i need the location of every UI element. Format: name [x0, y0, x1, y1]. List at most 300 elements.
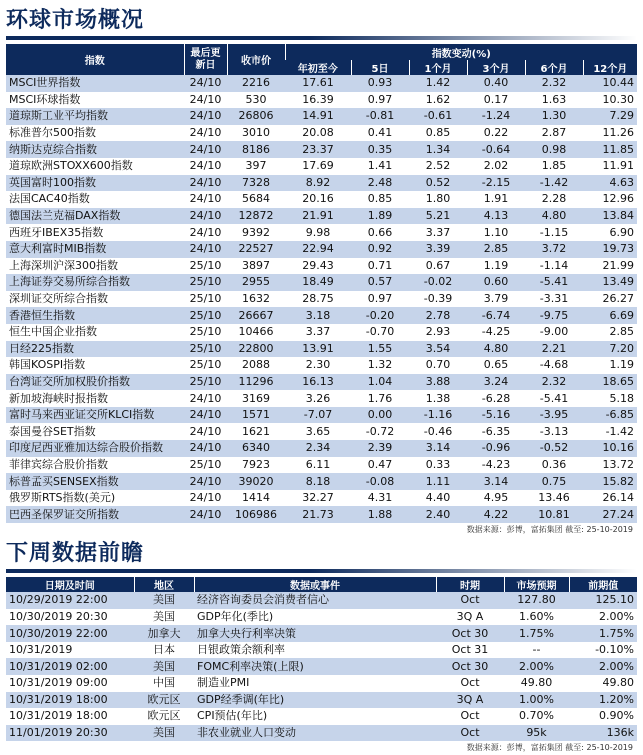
cell-previous: 2.00%	[569, 658, 637, 675]
cell-forecast: 1.60%	[504, 609, 569, 626]
table-row	[6, 291, 637, 308]
cell-ytd: 17.69	[285, 158, 351, 175]
cell-index: 香港恒生指数	[6, 307, 184, 324]
cell-1m: 0.67	[409, 258, 467, 275]
cell-close: 530	[227, 92, 285, 109]
cell-12m: 10.30	[583, 92, 637, 109]
cell-ytd: 14.91	[285, 108, 351, 125]
cell-region: 美国	[134, 725, 194, 742]
cell-last-update: 24/10	[184, 175, 227, 192]
table-row	[6, 125, 637, 142]
cell-12m: 19.73	[583, 241, 637, 258]
cell-close: 1571	[227, 407, 285, 424]
cell-6m: 1.85	[525, 158, 583, 175]
cell-5d: 0.57	[351, 274, 409, 291]
cell-5d: -0.81	[351, 108, 409, 125]
cell-5d: 0.92	[351, 241, 409, 258]
cell-last-update: 24/10	[184, 158, 227, 175]
cell-last-update: 25/10	[184, 291, 227, 308]
cell-1m: 1.80	[409, 191, 467, 208]
header-datetime: 日期及时间	[6, 577, 134, 592]
cell-6m: 2.21	[525, 341, 583, 358]
cell-event: GDP年化(季比)	[194, 609, 436, 626]
cell-1m: -0.39	[409, 291, 467, 308]
cell-ytd: 18.49	[285, 274, 351, 291]
cell-5d: 1.41	[351, 158, 409, 175]
cell-1m: -1.16	[409, 407, 467, 424]
cell-12m: 27.24	[583, 506, 637, 523]
cell-last-update: 24/10	[184, 108, 227, 125]
cell-event: FOMC利率决策(上限)	[194, 658, 436, 675]
cell-close: 6340	[227, 440, 285, 457]
cell-index: 巴西圣保罗证交所指数	[6, 506, 184, 523]
cell-ytd: 20.08	[285, 125, 351, 142]
cell-close: 26667	[227, 307, 285, 324]
cell-1m: 0.70	[409, 357, 467, 374]
table-row	[6, 675, 637, 692]
cell-6m: -5.41	[525, 274, 583, 291]
table-row	[6, 609, 637, 626]
cell-3m: 4.80	[467, 341, 525, 358]
cell-5d: 0.97	[351, 92, 409, 109]
cell-last-update: 24/10	[184, 473, 227, 490]
cell-index: 意大利富时MIB指数	[6, 241, 184, 258]
cell-region: 欧元区	[134, 692, 194, 709]
cell-1m: 2.78	[409, 307, 467, 324]
cell-index: MSCI世界指数	[6, 75, 184, 92]
cell-12m: 6.69	[583, 307, 637, 324]
cell-1m: 1.11	[409, 473, 467, 490]
cell-datetime: 10/31/2019 02:00	[6, 658, 134, 675]
cell-close: 9392	[227, 224, 285, 241]
header-period: 时期	[436, 577, 504, 592]
cell-6m: 4.80	[525, 208, 583, 225]
cell-5d: 0.47	[351, 457, 409, 474]
cell-last-update: 25/10	[184, 357, 227, 374]
cell-5d: 1.32	[351, 357, 409, 374]
cell-6m: -9.75	[525, 307, 583, 324]
cell-5d: 0.85	[351, 191, 409, 208]
markets-title-bar	[6, 36, 637, 40]
header-last-update: 最后更新日	[184, 44, 227, 75]
cell-ytd: 16.13	[285, 374, 351, 391]
cell-ytd: 21.91	[285, 208, 351, 225]
cell-12m: 13.49	[583, 274, 637, 291]
cell-3m: 3.14	[467, 473, 525, 490]
cell-index: 道琼斯工业平均指数	[6, 108, 184, 125]
cell-6m: 0.75	[525, 473, 583, 490]
cell-ytd: 6.11	[285, 457, 351, 474]
cell-5d: 0.93	[351, 75, 409, 92]
next-week-section	[0, 537, 643, 755]
cell-6m: -3.31	[525, 291, 583, 308]
cell-6m: -3.95	[525, 407, 583, 424]
cell-previous: 136k	[569, 725, 637, 742]
cell-3m: 3.79	[467, 291, 525, 308]
header-previous: 前期值	[569, 577, 637, 592]
cell-last-update: 25/10	[184, 307, 227, 324]
cell-1m: 3.37	[409, 224, 467, 241]
cell-12m: 26.14	[583, 490, 637, 507]
cell-index: 标准普尔500指数	[6, 125, 184, 142]
cell-5d: 1.89	[351, 208, 409, 225]
header-1m: 1个月	[409, 60, 467, 75]
table-row	[6, 490, 637, 507]
cell-ytd: 8.92	[285, 175, 351, 192]
cell-region: 美国	[134, 609, 194, 626]
cell-index: 泰国曼谷SET指数	[6, 423, 184, 440]
cell-close: 397	[227, 158, 285, 175]
cell-1m: 0.52	[409, 175, 467, 192]
cell-5d: 1.04	[351, 374, 409, 391]
cell-5d: 1.76	[351, 390, 409, 407]
cell-6m: -9.00	[525, 324, 583, 341]
cell-12m: 10.16	[583, 440, 637, 457]
cell-region: 中国	[134, 675, 194, 692]
cell-3m: -4.25	[467, 324, 525, 341]
table-row	[6, 725, 637, 742]
cell-datetime: 10/31/2019 18:00	[6, 692, 134, 709]
cell-12m: 1.19	[583, 357, 637, 374]
cell-last-update: 24/10	[184, 390, 227, 407]
cell-index: 上海深圳沪深300指数	[6, 258, 184, 275]
cell-12m: 4.63	[583, 175, 637, 192]
table-row	[6, 440, 637, 457]
table-row	[6, 658, 637, 675]
markets-table	[6, 44, 637, 523]
cell-5d: 2.39	[351, 440, 409, 457]
header-event: 数据或事件	[194, 577, 436, 592]
cell-3m: 0.40	[467, 75, 525, 92]
table-row	[6, 108, 637, 125]
cell-index: 富时马来西亚证交所KLCI指数	[6, 407, 184, 424]
cell-index: 标普孟买SENSEX指数	[6, 473, 184, 490]
table-row	[6, 241, 637, 258]
cell-6m: -5.41	[525, 390, 583, 407]
cell-5d: 2.48	[351, 175, 409, 192]
cell-last-update: 25/10	[184, 258, 227, 275]
cell-12m: 7.20	[583, 341, 637, 358]
cell-region: 加拿大	[134, 625, 194, 642]
table-row	[6, 175, 637, 192]
cell-close: 12872	[227, 208, 285, 225]
table-row	[6, 208, 637, 225]
cell-3m: 4.22	[467, 506, 525, 523]
cell-index: 法国CAC40指数	[6, 191, 184, 208]
cell-last-update: 24/10	[184, 141, 227, 158]
cell-index: 纳斯达克综合指数	[6, 141, 184, 158]
cell-ytd: 2.34	[285, 440, 351, 457]
header-ytd: 年初至今	[285, 60, 351, 75]
cell-5d: 4.31	[351, 490, 409, 507]
cell-3m: 1.10	[467, 224, 525, 241]
table-row	[6, 191, 637, 208]
cell-close: 11296	[227, 374, 285, 391]
cell-period: Oct	[436, 708, 504, 725]
cell-ytd: 20.16	[285, 191, 351, 208]
table-row	[6, 407, 637, 424]
table-row	[6, 692, 637, 709]
cell-period: Oct 30	[436, 658, 504, 675]
cell-1m: -0.46	[409, 423, 467, 440]
cell-ytd: 13.91	[285, 341, 351, 358]
cell-last-update: 25/10	[184, 374, 227, 391]
cell-6m: -1.14	[525, 258, 583, 275]
cell-last-update: 24/10	[184, 208, 227, 225]
header-region: 地区	[134, 577, 194, 592]
cell-6m: 2.32	[525, 75, 583, 92]
cell-3m: -6.28	[467, 390, 525, 407]
table-row	[6, 473, 637, 490]
cell-index: 上海证券交易所综合指数	[6, 274, 184, 291]
header-forecast: 市场预期	[504, 577, 569, 592]
markets-source-note: 数据来源：彭博，富拓集团 截至: 25-10-2019	[466, 525, 633, 535]
cell-event: 经济咨询委员会消费者信心	[194, 592, 436, 609]
cell-3m: 1.91	[467, 191, 525, 208]
cell-1m: 0.85	[409, 125, 467, 142]
cell-ytd: 17.61	[285, 75, 351, 92]
table-row	[6, 258, 637, 275]
header-5d: 5日	[351, 60, 409, 75]
cell-6m: -3.13	[525, 423, 583, 440]
markets-title: 环球市场概况	[6, 8, 145, 33]
cell-previous: 125.10	[569, 592, 637, 609]
cell-index: 道琼欧洲STOXX600指数	[6, 158, 184, 175]
cell-close: 2216	[227, 75, 285, 92]
cell-3m: 3.24	[467, 374, 525, 391]
cell-12m: 11.26	[583, 125, 637, 142]
table-row	[6, 357, 637, 374]
cell-datetime: 10/30/2019 22:00	[6, 625, 134, 642]
cell-3m: -4.23	[467, 457, 525, 474]
table-row	[6, 374, 637, 391]
table-row	[6, 642, 637, 659]
cell-period: Oct	[436, 675, 504, 692]
cell-index: MSCI环球指数	[6, 92, 184, 109]
cell-3m: -0.96	[467, 440, 525, 457]
cell-last-update: 24/10	[184, 125, 227, 142]
cell-close: 8186	[227, 141, 285, 158]
cell-3m: -5.16	[467, 407, 525, 424]
cell-previous: 1.20%	[569, 692, 637, 709]
cell-index: 俄罗斯RTS指数(美元)	[6, 490, 184, 507]
cell-5d: -0.72	[351, 423, 409, 440]
cell-6m: 13.46	[525, 490, 583, 507]
cell-3m: -0.64	[467, 141, 525, 158]
cell-ytd: 3.37	[285, 324, 351, 341]
cell-1m: 3.39	[409, 241, 467, 258]
cell-period: Oct	[436, 592, 504, 609]
cell-index: 新加坡海峡时报指数	[6, 390, 184, 407]
table-row	[6, 625, 637, 642]
cell-period: Oct	[436, 725, 504, 742]
cell-1m: 2.52	[409, 158, 467, 175]
next-week-title: 下周数据前瞻	[6, 541, 145, 567]
cell-5d: -0.20	[351, 307, 409, 324]
cell-ytd: 29.43	[285, 258, 351, 275]
cell-12m: 11.91	[583, 158, 637, 175]
cell-1m: 4.40	[409, 490, 467, 507]
cell-3m: 0.22	[467, 125, 525, 142]
cell-last-update: 24/10	[184, 224, 227, 241]
cell-datetime: 10/29/2019 22:00	[6, 592, 134, 609]
cell-12m: 11.85	[583, 141, 637, 158]
cell-index: 恒生中国企业指数	[6, 324, 184, 341]
cell-1m: 1.34	[409, 141, 467, 158]
cell-close: 3010	[227, 125, 285, 142]
cell-6m: 3.72	[525, 241, 583, 258]
cell-region: 欧元区	[134, 708, 194, 725]
cell-ytd: 2.30	[285, 357, 351, 374]
cell-3m: 4.13	[467, 208, 525, 225]
cell-forecast: --	[504, 642, 569, 659]
cell-close: 106986	[227, 506, 285, 523]
cell-3m: 0.17	[467, 92, 525, 109]
cell-ytd: 3.65	[285, 423, 351, 440]
cell-last-update: 24/10	[184, 92, 227, 109]
cell-forecast: 49.80	[504, 675, 569, 692]
cell-previous: 49.80	[569, 675, 637, 692]
cell-6m: 2.32	[525, 374, 583, 391]
cell-ytd: 8.18	[285, 473, 351, 490]
cell-5d: -0.70	[351, 324, 409, 341]
cell-12m: 13.84	[583, 208, 637, 225]
cell-event: CPI预估(年比)	[194, 708, 436, 725]
cell-12m: 18.65	[583, 374, 637, 391]
cell-ytd: 32.27	[285, 490, 351, 507]
cell-3m: 1.19	[467, 258, 525, 275]
cell-datetime: 10/31/2019	[6, 642, 134, 659]
table-row	[6, 423, 637, 440]
cell-6m: 1.63	[525, 92, 583, 109]
cell-period: Oct 30	[436, 625, 504, 642]
cell-index: 德国法兰克福DAX指数	[6, 208, 184, 225]
cell-12m: 6.90	[583, 224, 637, 241]
cell-6m: 2.87	[525, 125, 583, 142]
cell-12m: 15.82	[583, 473, 637, 490]
header-6m: 6个月	[525, 60, 583, 75]
cell-datetime: 10/31/2019 09:00	[6, 675, 134, 692]
next-week-source-note: 数据来源：彭博，富拓集团 截至: 25-10-2019	[466, 743, 633, 753]
table-row	[6, 274, 637, 291]
cell-6m: 2.28	[525, 191, 583, 208]
cell-5d: 0.41	[351, 125, 409, 142]
cell-index: 英国富时100指数	[6, 175, 184, 192]
cell-index: 菲律宾综合股价指数	[6, 457, 184, 474]
cell-1m: 1.42	[409, 75, 467, 92]
cell-5d: 0.66	[351, 224, 409, 241]
cell-1m: -0.02	[409, 274, 467, 291]
cell-3m: -6.74	[467, 307, 525, 324]
cell-last-update: 24/10	[184, 490, 227, 507]
cell-ytd: 16.39	[285, 92, 351, 109]
table-row	[6, 307, 637, 324]
cell-12m: 12.96	[583, 191, 637, 208]
cell-5d: -0.08	[351, 473, 409, 490]
cell-event: 加拿大央行利率决策	[194, 625, 436, 642]
cell-ytd: 23.37	[285, 141, 351, 158]
cell-index: 深圳证交所综合指数	[6, 291, 184, 308]
cell-close: 1632	[227, 291, 285, 308]
cell-12m: 21.99	[583, 258, 637, 275]
cell-6m: -0.52	[525, 440, 583, 457]
cell-1m: 3.54	[409, 341, 467, 358]
cell-6m: 10.81	[525, 506, 583, 523]
cell-close: 10466	[227, 324, 285, 341]
cell-12m: -1.42	[583, 423, 637, 440]
markets-table-body	[6, 75, 637, 523]
cell-close: 7923	[227, 457, 285, 474]
cell-6m: -1.42	[525, 175, 583, 192]
cell-6m: -1.15	[525, 224, 583, 241]
cell-1m: 3.14	[409, 440, 467, 457]
cell-previous: 1.75%	[569, 625, 637, 642]
cell-3m: 2.85	[467, 241, 525, 258]
cell-12m: 2.85	[583, 324, 637, 341]
cell-forecast: 2.00%	[504, 658, 569, 675]
cell-ytd: 9.98	[285, 224, 351, 241]
cell-last-update: 24/10	[184, 407, 227, 424]
cell-last-update: 24/10	[184, 75, 227, 92]
cell-period: 3Q A	[436, 609, 504, 626]
table-row	[6, 506, 637, 523]
cell-close: 2955	[227, 274, 285, 291]
cell-close: 3897	[227, 258, 285, 275]
cell-3m: 2.02	[467, 158, 525, 175]
cell-event: 日银政策余额利率	[194, 642, 436, 659]
cell-3m: -2.15	[467, 175, 525, 192]
cell-last-update: 24/10	[184, 191, 227, 208]
cell-index: 印度尼西亚雅加达综合股价指数	[6, 440, 184, 457]
cell-1m: 5.21	[409, 208, 467, 225]
table-row	[6, 708, 637, 725]
cell-5d: 1.88	[351, 506, 409, 523]
next-week-table-body	[6, 592, 637, 741]
table-row	[6, 141, 637, 158]
cell-1m: -0.61	[409, 108, 467, 125]
cell-3m: -6.35	[467, 423, 525, 440]
cell-datetime: 10/30/2019 20:30	[6, 609, 134, 626]
cell-event: 非农业就业人口变动	[194, 725, 436, 742]
cell-ytd: 3.26	[285, 390, 351, 407]
table-row	[6, 158, 637, 175]
header-index: 指数	[6, 44, 184, 75]
cell-close: 5684	[227, 191, 285, 208]
cell-last-update: 24/10	[184, 440, 227, 457]
cell-close: 1621	[227, 423, 285, 440]
cell-ytd: 28.75	[285, 291, 351, 308]
cell-3m: 0.60	[467, 274, 525, 291]
cell-last-update: 24/10	[184, 506, 227, 523]
table-row	[6, 341, 637, 358]
cell-6m: -4.68	[525, 357, 583, 374]
cell-close: 3169	[227, 390, 285, 407]
table-row	[6, 75, 637, 92]
cell-12m: 13.72	[583, 457, 637, 474]
cell-event: 制造业PMI	[194, 675, 436, 692]
cell-forecast: 95k	[504, 725, 569, 742]
cell-last-update: 24/10	[184, 241, 227, 258]
cell-index: 日经225指数	[6, 341, 184, 358]
header-3m: 3个月	[467, 60, 525, 75]
cell-5d: 0.71	[351, 258, 409, 275]
cell-datetime: 11/01/2019 20:30	[6, 725, 134, 742]
cell-previous: 2.00%	[569, 609, 637, 626]
cell-close: 2088	[227, 357, 285, 374]
header-12m: 12个月	[583, 60, 637, 75]
cell-ytd: 3.18	[285, 307, 351, 324]
cell-last-update: 24/10	[184, 423, 227, 440]
